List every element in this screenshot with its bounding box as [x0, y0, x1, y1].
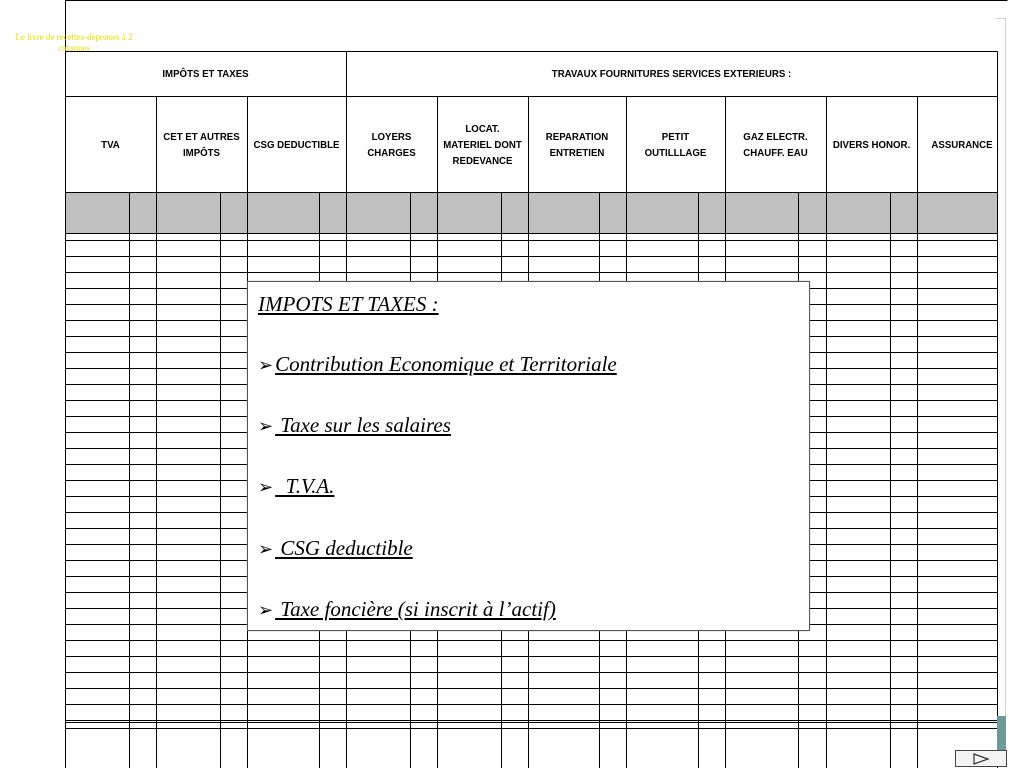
callout-item-text: Taxe sur les salaires [275, 413, 451, 437]
callout-item [258, 352, 617, 377]
callout-item [258, 597, 556, 622]
next-slide-button[interactable] [955, 750, 1007, 767]
callout-item-text: T.V.A. [275, 474, 335, 498]
callout-item-text: Taxe foncière (si inscrit à l’actif) [275, 597, 556, 621]
column-header-csg: CSG DEDUCTIBLE [253, 138, 340, 151]
callout-item [258, 474, 334, 499]
callout-heading: IMPOTS ET TAXES : [258, 292, 439, 316]
arrow-bullet-icon: ➢ [258, 600, 274, 620]
column-header-location: LOCAT. MATERIEL DONT REDEVANCE [443, 122, 522, 167]
column-header-gaz: GAZ ELECTR. CHAUFF. EAU [743, 130, 808, 159]
column-header-assurance: ASSURANCE [931, 138, 993, 151]
play-triangle-icon [972, 753, 990, 765]
arrow-bullet-icon: ➢ [258, 355, 274, 375]
column-header-reparation: REPARATION ENTRETIEN [545, 130, 609, 159]
slide-side-bar [997, 716, 1006, 752]
callout-item-text: CSG deductible [275, 536, 413, 560]
arrow-bullet-icon: ➢ [258, 416, 274, 436]
arrow-bullet-icon: ➢ [258, 539, 274, 559]
group-header-travaux: TRAVAUX FOURNITURES SERVICES EXTERIEURS : [551, 68, 792, 80]
callout-box [247, 281, 810, 631]
shaded-row [66, 193, 997, 233]
column-header-divers: DIVERS HONOR. [832, 138, 911, 151]
callout-item [258, 536, 413, 561]
callout-item-text: Contribution Economique et Territoriale [275, 352, 617, 376]
callout-item [258, 413, 451, 438]
column-header-outillage: PETIT OUTILLLAGE [644, 130, 707, 159]
column-header-cet: CET ET AUTRES IMPÔTS [163, 130, 240, 159]
group-header-impots: IMPÔTS ET TAXES [162, 68, 249, 80]
slide-ghost-title: Le livre de recettes-dépenses à 2 colonnes [15, 32, 133, 53]
slide-edge-line [996, 18, 1006, 718]
column-header-tva: TVA [101, 138, 120, 151]
column-header-loyers: LOYERS CHARGES [367, 130, 416, 159]
arrow-bullet-icon: ➢ [258, 477, 274, 497]
